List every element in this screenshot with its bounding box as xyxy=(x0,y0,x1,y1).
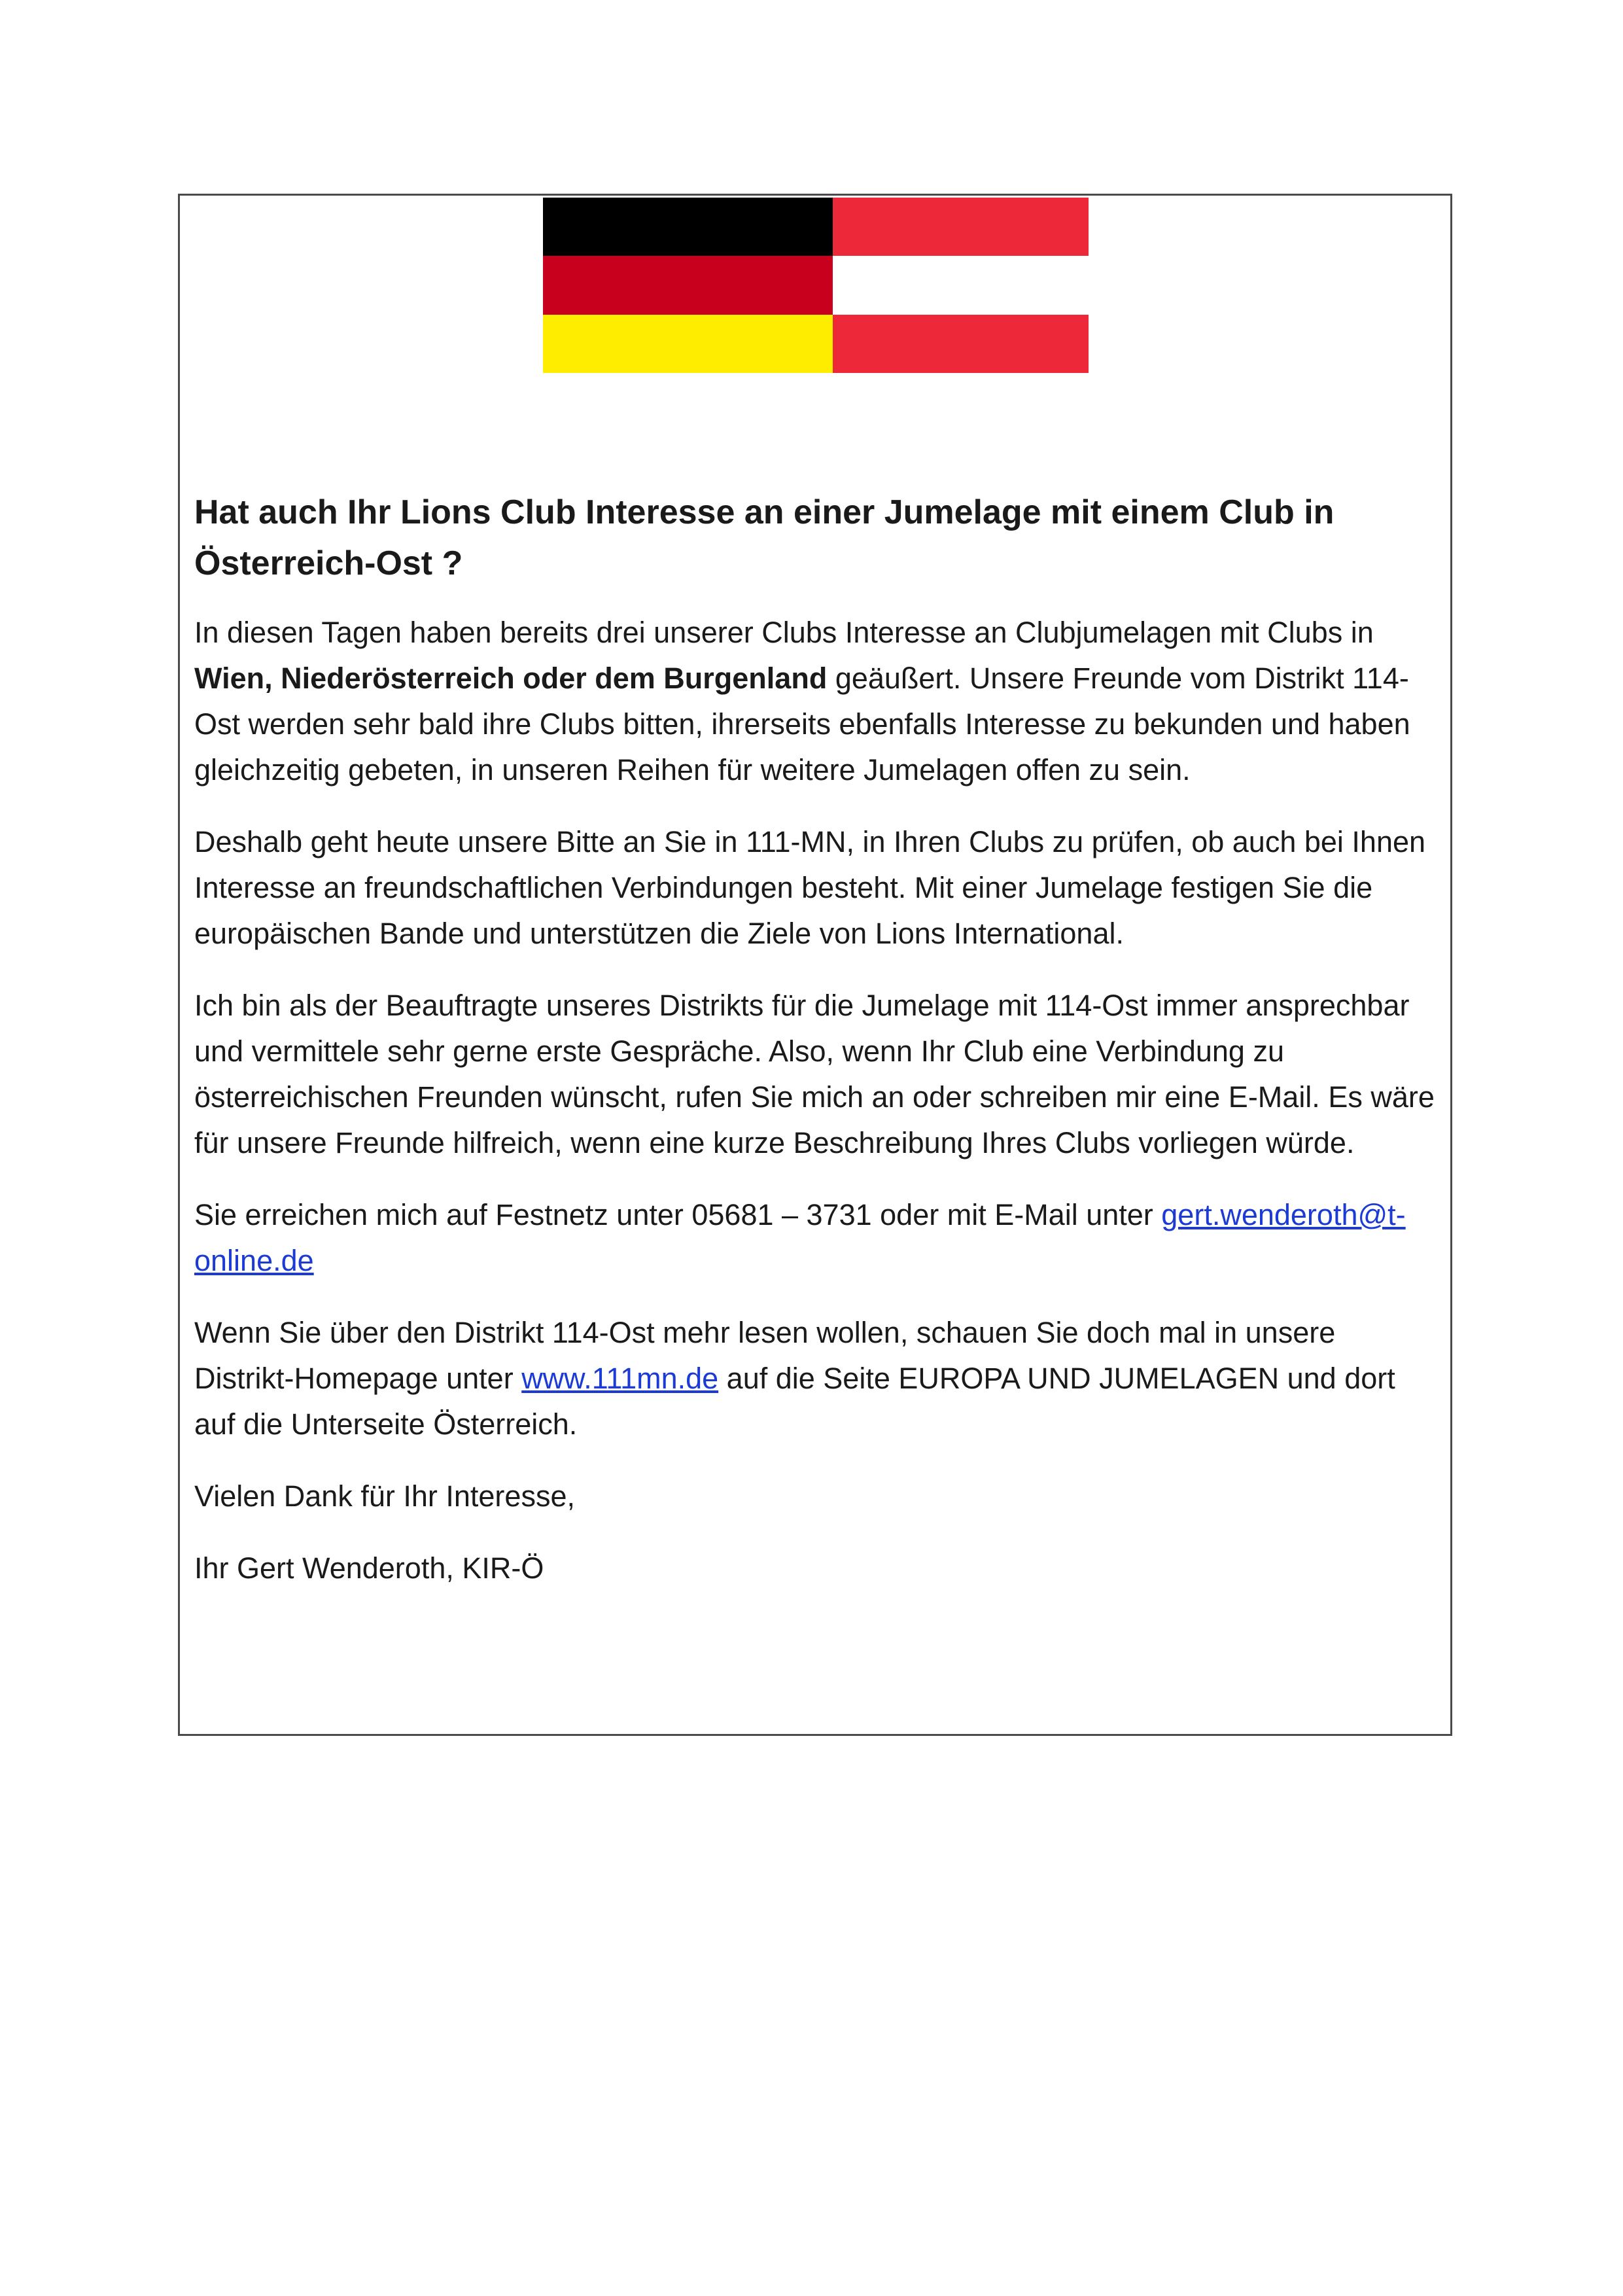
paragraph-contact-offer: Ich bin als der Beauftragte unseres Distrikts für die Jumelage mit 114-Ost immer ansprechbar und vermittele sehr gerne erste Gespräche. Also, wenn Ihr Club eine Verbindung zu österreichischen Freunden wünscht, rufen Sie mich an oder schreiben mir eine E-Mail. Es wäre für unsere Freunde hilfreich, wenn eine kurze Beschreibung Ihres Clubs vorliegen würde. xyxy=(194,989,1435,1159)
austria-flag-band-red-bottom xyxy=(833,315,1089,373)
austria-flag-band-red-top xyxy=(833,198,1089,256)
germany-flag-band-red xyxy=(543,256,833,314)
homepage-text-end: auf die Seite EUROPA UND JUMELAGEN und dort auf die Unterseite Österreich. xyxy=(194,1362,1395,1441)
flags-banner xyxy=(543,198,1089,373)
paragraph-intro xyxy=(194,610,1437,793)
intro-text-end: geäußert. Unsere Freunde vom Distrikt 114-Ost werden sehr bald ihre Clubs bitten, ihrerseits ebenfalls Interesse zu bekunden und haben gleichzeitig gebeten, in unseren Reihen für weitere Jumelagen offen zu sein. xyxy=(194,662,1410,786)
letter-body xyxy=(194,487,1437,1617)
intro-regions-bold: Wien, Niederösterreich oder dem Burgenland xyxy=(194,662,828,695)
email-link[interactable]: gert.wenderoth@t-online.de xyxy=(194,1198,1406,1277)
contact-text: Sie erreichen mich auf Festnetz unter 05681 – 3731 oder mit E-Mail unter xyxy=(194,1198,1162,1231)
paragraph-thanks: Vielen Dank für Ihr Interesse, xyxy=(194,1479,575,1513)
paragraph-homepage xyxy=(194,1310,1437,1447)
homepage-link[interactable]: www.111mn.de xyxy=(521,1362,719,1395)
homepage-text-start: Wenn Sie über den Distrikt 114-Ost mehr lesen wollen, schauen Sie doch mal in unsere Distrikt-Homepage unter xyxy=(194,1316,1336,1395)
paragraph-request: Deshalb geht heute unsere Bitte an Sie in 111-MN, in Ihren Clubs zu prüfen, ob auch bei Ihnen Interesse an freundschaftlichen Verbindungen besteht. Mit einer Jumelage festigen Sie die europäischen Bande und unterstützen die Ziele von Lions International. xyxy=(194,825,1426,950)
austria-flag-band-white xyxy=(833,256,1089,314)
germany-flag xyxy=(543,198,833,373)
austria-flag xyxy=(833,198,1089,373)
germany-flag-band-gold xyxy=(543,315,833,373)
intro-text-start: In diesen Tagen haben bereits drei unserer Clubs Interesse an Clubjumelagen mit Clubs in xyxy=(194,616,1374,649)
germany-flag-band-black xyxy=(543,198,833,256)
paragraph-contact-details xyxy=(194,1192,1437,1284)
signature-line: Ihr Gert Wenderoth, KIR-Ö xyxy=(194,1551,544,1585)
page-title: Hat auch Ihr Lions Club Interesse an einer Jumelage mit einem Club in Österreich-Ost ? xyxy=(194,493,1335,582)
